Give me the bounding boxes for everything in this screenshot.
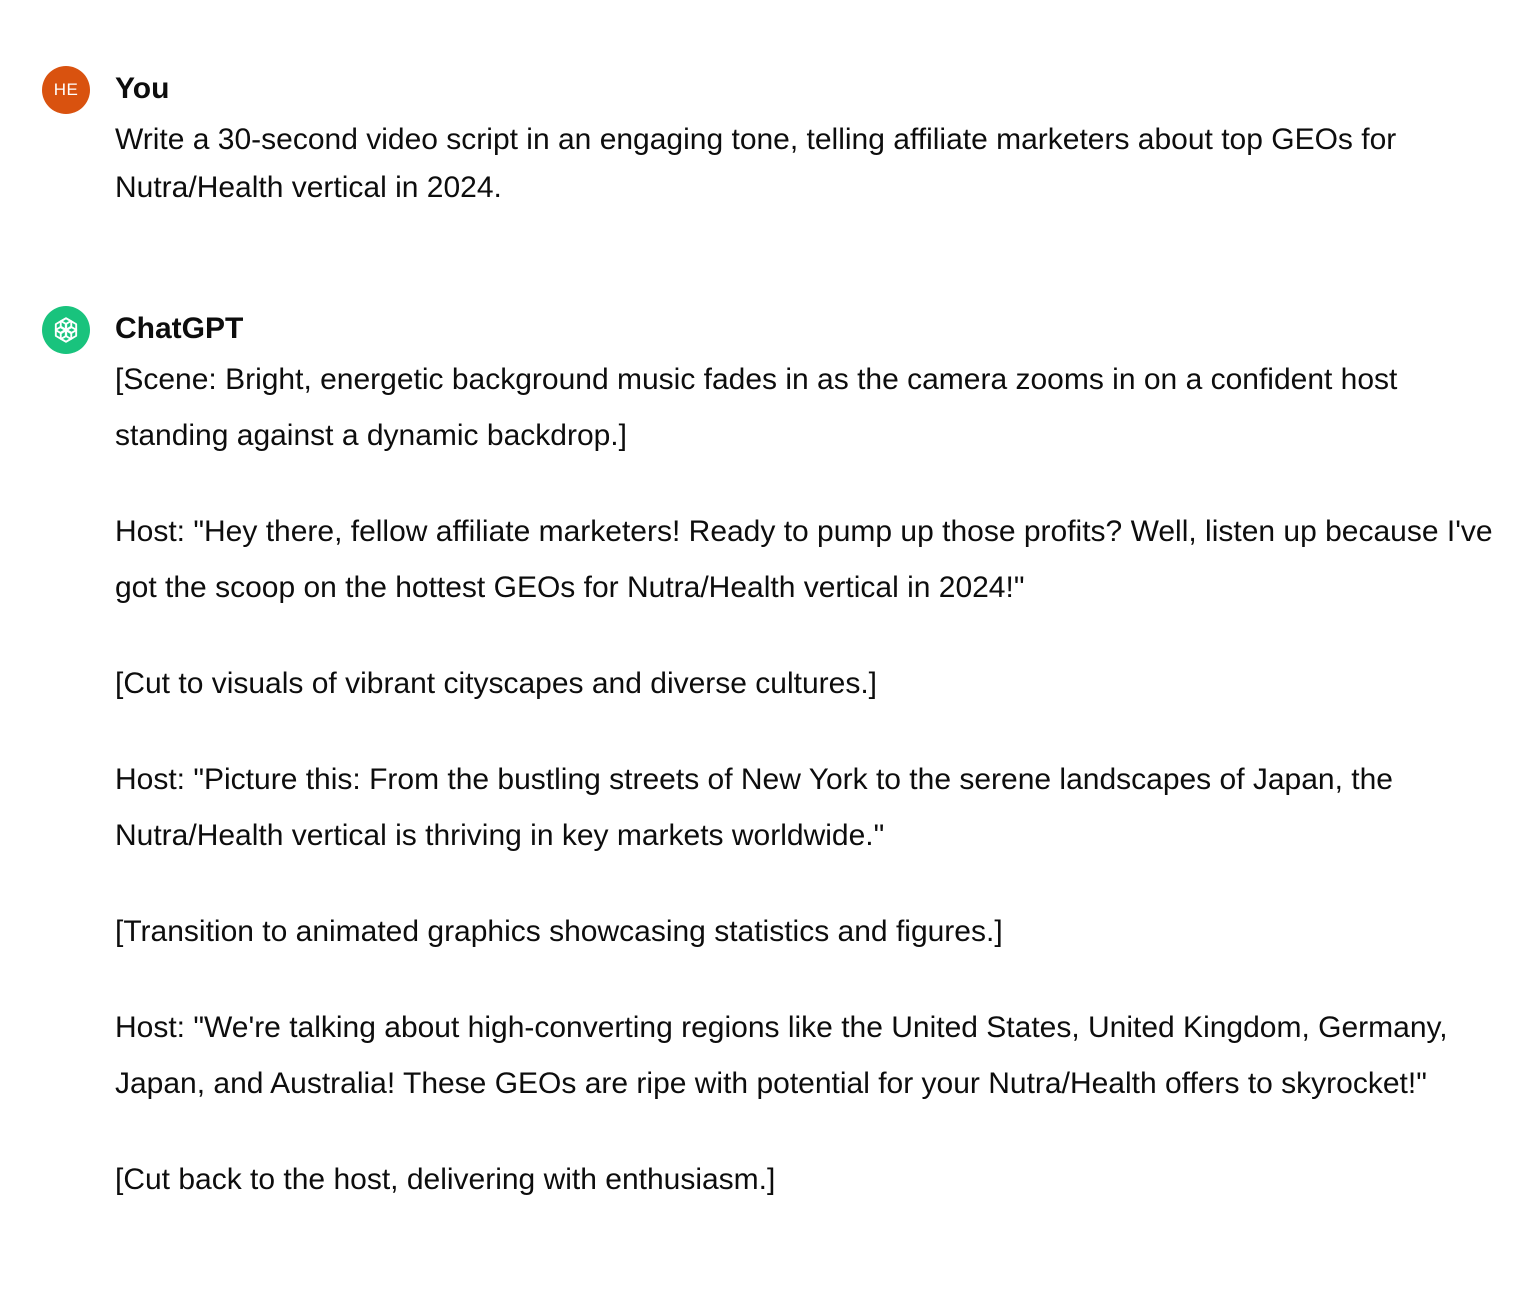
assistant-paragraph: Host: "Picture this: From the bustling streets of New York to the serene landscapes of Japan, the Nutra/Health vertical is thriving in key markets worldwide.": [115, 763, 1393, 852]
user-message-text: Write a 30-second video script in an engaging tone, telling affiliate marketers about top GEOs for Nutra/Health vertical in 2024.: [115, 123, 1397, 204]
user-avatar-initials: HE: [53, 80, 79, 99]
openai-logo-icon: [51, 315, 81, 345]
user-author-name: You: [115, 72, 170, 105]
assistant-paragraph: Host: "Hey there, fellow affiliate marketers! Ready to pump up those profits? Well, listen up because I've got the scoop on the hottest GEOs for Nutra/Health vertical in 2024!": [115, 515, 1493, 604]
assistant-author-name: ChatGPT: [115, 312, 244, 345]
assistant-paragraph: [Transition to animated graphics showcasing statistics and figures.]: [115, 915, 1003, 948]
assistant-avatar: [42, 306, 90, 354]
user-message-content: [115, 116, 1495, 212]
user-avatar: [42, 66, 90, 114]
assistant-paragraph: Host: "We're talking about high-converting regions like the United States, United Kingdom, Germany, Japan, and Australia! These GEOs are ripe with potential for your Nutra/Health offers to skyrocket!": [115, 1011, 1448, 1100]
assistant-paragraph: [Cut back to the host, delivering with enthusiasm.]: [115, 1163, 776, 1196]
assistant-message-content: [115, 352, 1495, 1248]
assistant-paragraph: [Scene: Bright, energetic background music fades in as the camera zooms in on a confident host standing against a dynamic backdrop.]: [115, 363, 1398, 452]
assistant-paragraph: [Cut to visuals of vibrant cityscapes and diverse cultures.]: [115, 667, 878, 700]
